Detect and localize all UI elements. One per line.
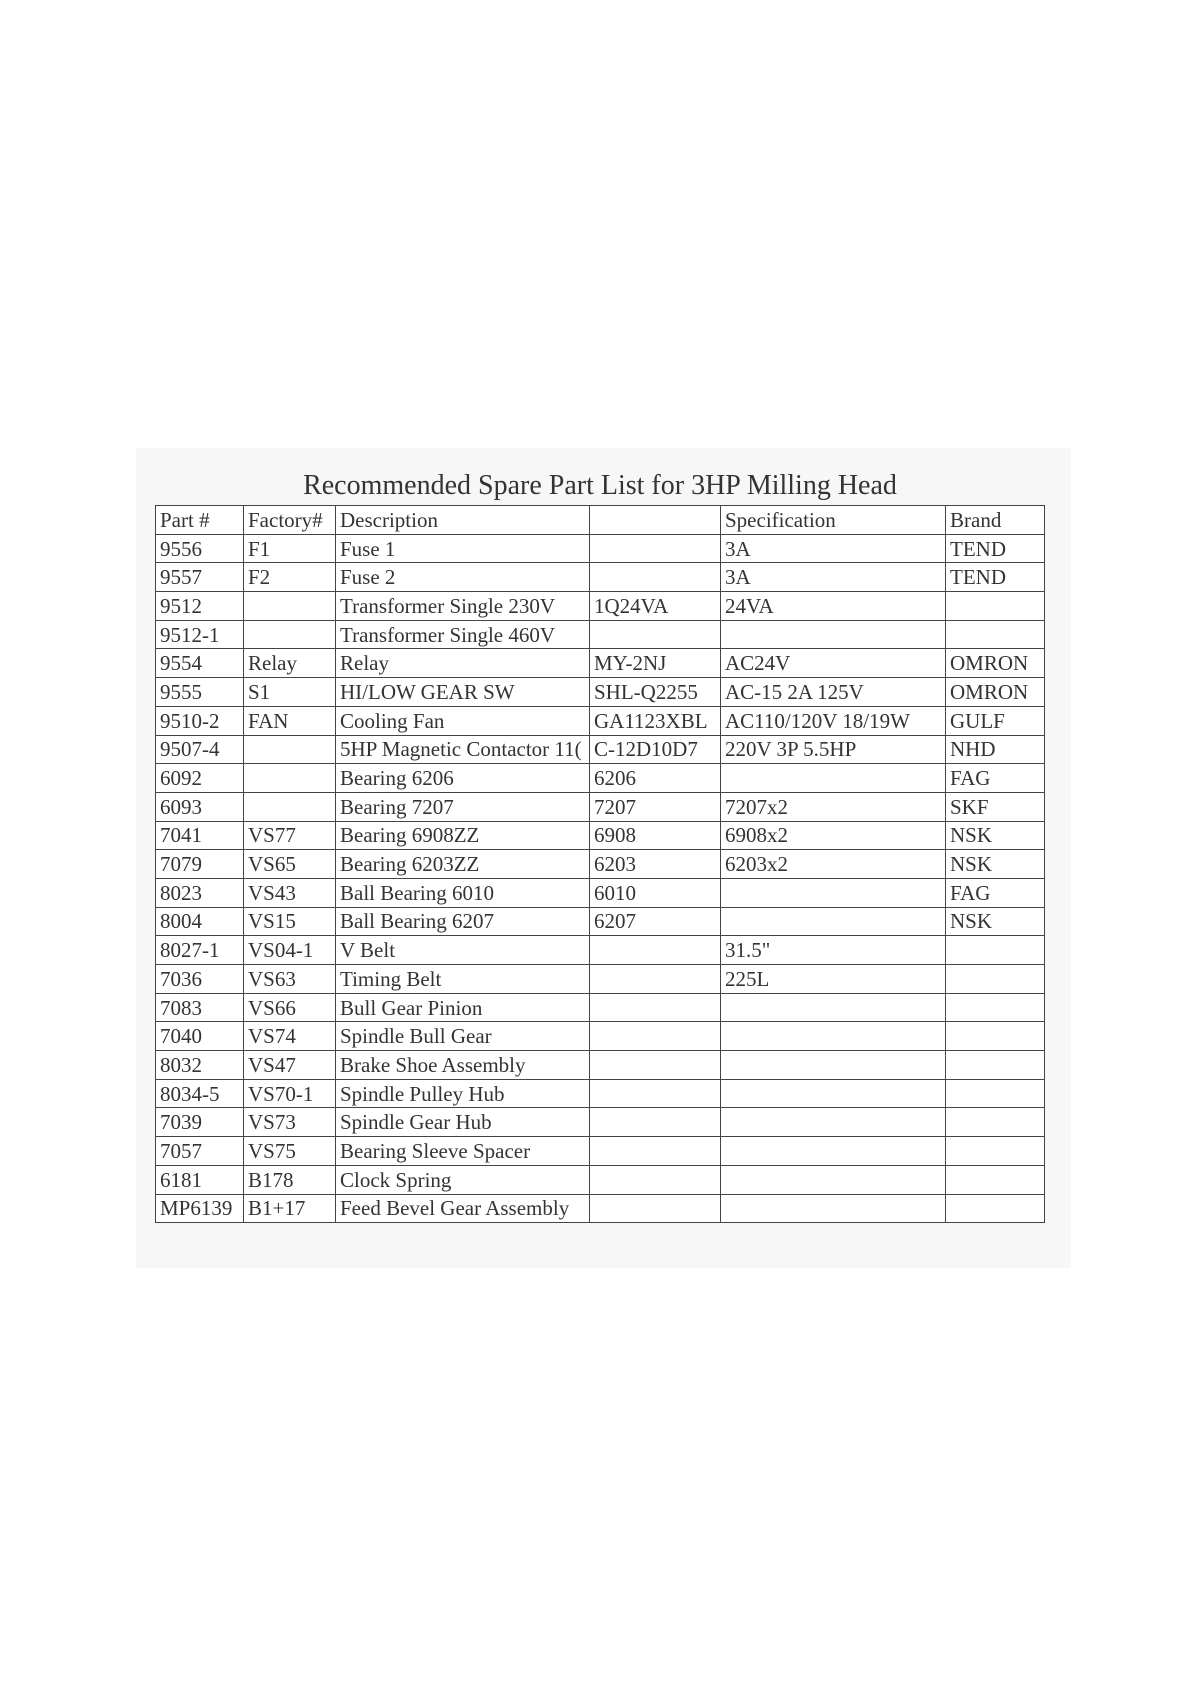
cell-factory-number: VS15	[244, 907, 336, 936]
cell-description: Feed Bevel Gear Assembly	[336, 1194, 590, 1223]
cell-model	[590, 620, 721, 649]
cell-factory-number: VS75	[244, 1137, 336, 1166]
cell-factory-number	[244, 735, 336, 764]
cell-part-number: 6093	[156, 792, 244, 821]
cell-specification: 6203x2	[721, 850, 946, 879]
cell-part-number: 6092	[156, 764, 244, 793]
cell-part-number: 7036	[156, 965, 244, 994]
cell-specification	[721, 993, 946, 1022]
cell-specification	[721, 1108, 946, 1137]
cell-model	[590, 1079, 721, 1108]
cell-part-number: 7079	[156, 850, 244, 879]
cell-part-number: 9556	[156, 534, 244, 563]
cell-factory-number	[244, 792, 336, 821]
cell-description: Transformer Single 230V	[336, 592, 590, 621]
cell-description: Cooling Fan	[336, 706, 590, 735]
table-row	[156, 821, 1045, 850]
cell-factory-number: Relay	[244, 649, 336, 678]
header-model	[590, 506, 721, 535]
cell-description: Bearing 6908ZZ	[336, 821, 590, 850]
spare-parts-table-body	[156, 506, 1045, 1223]
cell-model: GA1123XBL	[590, 706, 721, 735]
cell-description: HI/LOW GEAR SW	[336, 678, 590, 707]
cell-factory-number: VS43	[244, 878, 336, 907]
cell-specification	[721, 1165, 946, 1194]
cell-model: MY-2NJ	[590, 649, 721, 678]
header-factory-number: Factory#	[244, 506, 336, 535]
cell-factory-number: VS74	[244, 1022, 336, 1051]
cell-model	[590, 993, 721, 1022]
cell-model	[590, 1108, 721, 1137]
cell-specification	[721, 1137, 946, 1166]
cell-description: 5HP Magnetic Contactor 11(	[336, 735, 590, 764]
cell-description: Spindle Pulley Hub	[336, 1079, 590, 1108]
cell-description: Transformer Single 460V	[336, 620, 590, 649]
cell-model	[590, 965, 721, 994]
cell-specification	[721, 1079, 946, 1108]
cell-brand: NSK	[946, 821, 1045, 850]
cell-part-number: MP6139	[156, 1194, 244, 1223]
table-row	[156, 993, 1045, 1022]
cell-factory-number	[244, 620, 336, 649]
cell-specification: 6908x2	[721, 821, 946, 850]
header-brand: Brand	[946, 506, 1045, 535]
cell-model	[590, 1051, 721, 1080]
cell-part-number: 9507-4	[156, 735, 244, 764]
cell-brand: GULF	[946, 706, 1045, 735]
table-row	[156, 1165, 1045, 1194]
cell-part-number: 9554	[156, 649, 244, 678]
cell-description: Bearing 7207	[336, 792, 590, 821]
cell-specification: AC110/120V 18/19W	[721, 706, 946, 735]
cell-brand	[946, 592, 1045, 621]
cell-description: Fuse 2	[336, 563, 590, 592]
cell-part-number: 8027-1	[156, 936, 244, 965]
cell-brand	[946, 965, 1045, 994]
table-header-row	[156, 506, 1045, 535]
cell-brand: OMRON	[946, 678, 1045, 707]
cell-brand	[946, 1108, 1045, 1137]
cell-description: Fuse 1	[336, 534, 590, 563]
cell-specification: 24VA	[721, 592, 946, 621]
cell-factory-number: VS47	[244, 1051, 336, 1080]
table-row	[156, 936, 1045, 965]
table-row	[156, 878, 1045, 907]
cell-specification: 225L	[721, 965, 946, 994]
cell-specification	[721, 620, 946, 649]
cell-part-number: 7039	[156, 1108, 244, 1137]
header-part-number: Part #	[156, 506, 244, 535]
table-row	[156, 1079, 1045, 1108]
cell-model	[590, 534, 721, 563]
table-row	[156, 764, 1045, 793]
cell-model: 6908	[590, 821, 721, 850]
cell-model	[590, 1022, 721, 1051]
cell-part-number: 8034-5	[156, 1079, 244, 1108]
cell-part-number: 7041	[156, 821, 244, 850]
cell-model: C-12D10D7	[590, 735, 721, 764]
cell-part-number: 7040	[156, 1022, 244, 1051]
cell-brand	[946, 1051, 1045, 1080]
cell-brand: NSK	[946, 907, 1045, 936]
cell-specification: 3A	[721, 534, 946, 563]
cell-specification	[721, 907, 946, 936]
cell-model: 1Q24VA	[590, 592, 721, 621]
cell-specification	[721, 1051, 946, 1080]
cell-brand	[946, 1137, 1045, 1166]
cell-brand: FAG	[946, 878, 1045, 907]
cell-model: 6207	[590, 907, 721, 936]
cell-factory-number: VS63	[244, 965, 336, 994]
cell-specification	[721, 764, 946, 793]
cell-brand	[946, 1022, 1045, 1051]
cell-factory-number: VS65	[244, 850, 336, 879]
table-row	[156, 1194, 1045, 1223]
cell-factory-number: F2	[244, 563, 336, 592]
cell-part-number: 8004	[156, 907, 244, 936]
cell-model	[590, 936, 721, 965]
cell-specification: AC24V	[721, 649, 946, 678]
cell-part-number: 9555	[156, 678, 244, 707]
table-row	[156, 907, 1045, 936]
cell-specification: 220V 3P 5.5HP	[721, 735, 946, 764]
cell-description: Relay	[336, 649, 590, 678]
cell-factory-number: F1	[244, 534, 336, 563]
cell-brand	[946, 1079, 1045, 1108]
header-specification: Specification	[721, 506, 946, 535]
cell-description: Bearing 6203ZZ	[336, 850, 590, 879]
cell-part-number: 9510-2	[156, 706, 244, 735]
cell-factory-number: VS04-1	[244, 936, 336, 965]
cell-model: 6203	[590, 850, 721, 879]
cell-part-number: 9512	[156, 592, 244, 621]
cell-part-number: 6181	[156, 1165, 244, 1194]
spare-parts-table	[155, 505, 1045, 1223]
cell-model	[590, 1194, 721, 1223]
table-row	[156, 1137, 1045, 1166]
table-row	[156, 1051, 1045, 1080]
cell-brand	[946, 993, 1045, 1022]
cell-factory-number: FAN	[244, 706, 336, 735]
cell-brand	[946, 936, 1045, 965]
cell-part-number: 7057	[156, 1137, 244, 1166]
cell-description: V Belt	[336, 936, 590, 965]
cell-model	[590, 1137, 721, 1166]
cell-description: Brake Shoe Assembly	[336, 1051, 590, 1080]
cell-factory-number: VS73	[244, 1108, 336, 1137]
table-row	[156, 1022, 1045, 1051]
table-row	[156, 649, 1045, 678]
cell-specification: 7207x2	[721, 792, 946, 821]
cell-model: 7207	[590, 792, 721, 821]
cell-brand: FAG	[946, 764, 1045, 793]
header-description: Description	[336, 506, 590, 535]
cell-factory-number: B178	[244, 1165, 336, 1194]
cell-description: Spindle Gear Hub	[336, 1108, 590, 1137]
cell-model	[590, 563, 721, 592]
cell-brand	[946, 1165, 1045, 1194]
cell-specification: 31.5"	[721, 936, 946, 965]
cell-factory-number: VS77	[244, 821, 336, 850]
cell-part-number: 8023	[156, 878, 244, 907]
cell-model	[590, 1165, 721, 1194]
cell-specification	[721, 1194, 946, 1223]
cell-specification: 3A	[721, 563, 946, 592]
table-row	[156, 1108, 1045, 1137]
cell-factory-number: S1	[244, 678, 336, 707]
table-row	[156, 850, 1045, 879]
table-row	[156, 620, 1045, 649]
cell-brand: TEND	[946, 534, 1045, 563]
table-row	[156, 678, 1045, 707]
cell-factory-number	[244, 764, 336, 793]
cell-brand: OMRON	[946, 649, 1045, 678]
cell-description: Bull Gear Pinion	[336, 993, 590, 1022]
cell-description: Ball Bearing 6207	[336, 907, 590, 936]
cell-part-number: 8032	[156, 1051, 244, 1080]
cell-description: Bearing 6206	[336, 764, 590, 793]
cell-brand	[946, 1194, 1045, 1223]
cell-brand: NHD	[946, 735, 1045, 764]
cell-factory-number	[244, 592, 336, 621]
cell-brand	[946, 620, 1045, 649]
cell-brand: SKF	[946, 792, 1045, 821]
cell-brand: NSK	[946, 850, 1045, 879]
cell-description: Spindle Bull Gear	[336, 1022, 590, 1051]
table-row	[156, 534, 1045, 563]
cell-factory-number: B1+17	[244, 1194, 336, 1223]
cell-description: Clock Spring	[336, 1165, 590, 1194]
document-title: Recommended Spare Part List for 3HP Milling Head	[303, 470, 897, 501]
cell-description: Timing Belt	[336, 965, 590, 994]
cell-part-number: 9512-1	[156, 620, 244, 649]
cell-description: Bearing Sleeve Spacer	[336, 1137, 590, 1166]
cell-model: 6206	[590, 764, 721, 793]
cell-model: 6010	[590, 878, 721, 907]
table-row	[156, 592, 1045, 621]
cell-specification: AC-15 2A 125V	[721, 678, 946, 707]
cell-specification	[721, 878, 946, 907]
cell-part-number: 9557	[156, 563, 244, 592]
table-row	[156, 563, 1045, 592]
cell-description: Ball Bearing 6010	[336, 878, 590, 907]
cell-specification	[721, 1022, 946, 1051]
table-row	[156, 735, 1045, 764]
cell-model: SHL-Q2255	[590, 678, 721, 707]
table-row	[156, 706, 1045, 735]
table-row	[156, 965, 1045, 994]
cell-factory-number: VS70-1	[244, 1079, 336, 1108]
cell-brand: TEND	[946, 563, 1045, 592]
table-row	[156, 792, 1045, 821]
cell-factory-number: VS66	[244, 993, 336, 1022]
cell-part-number: 7083	[156, 993, 244, 1022]
